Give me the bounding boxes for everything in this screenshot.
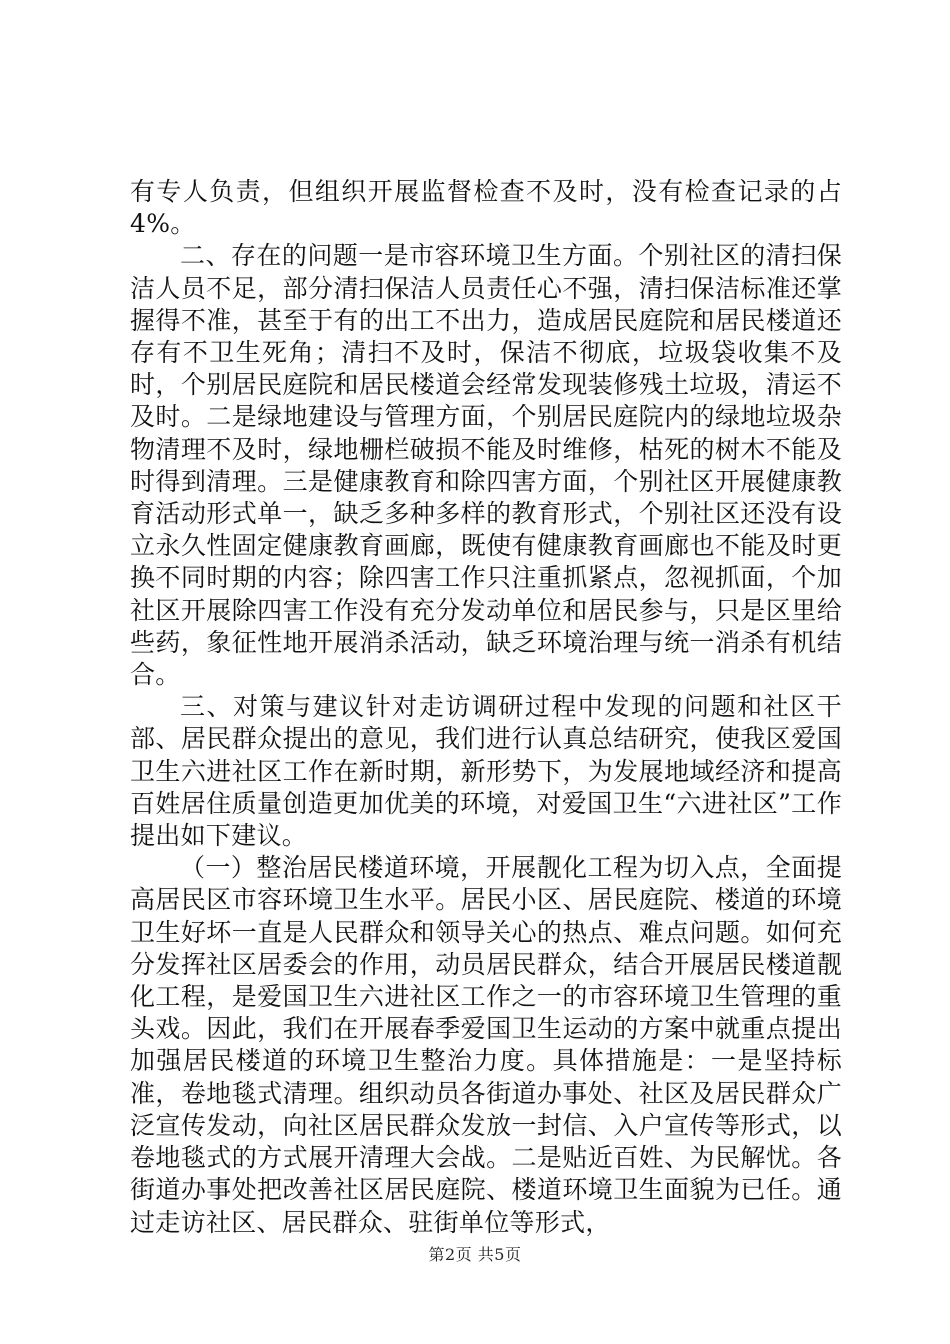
- body-text: [130, 176, 842, 1239]
- paragraph-4: （一）整治居民楼道环境，开展靓化工程为切入点，全面提高居民区市容环境卫生水平。居民小区、居民庭院、楼道的环境卫生好坏一直是人民群众和领导关心的热点、难点问题。如何充分发挥社区居委会的作用，动员居民群众，结合开展居民楼道靓化工程，是爱国卫生六进社区工作之一的市容环境卫生管理的重头戏。因此，我们在开展春季爱国卫生运动的方案中就重点提出加强居民楼道的环境卫生整治力度。具体措施是：一是坚持标准，卷地毯式清理。组织动员各街道办事处、社区及居民群众广泛宣传发动，向社区居民群众发放一封信、入户宣传等形式，以卷地毯式的方式展开清理大会战。二是贴近百姓、为民解忧。各街道办事处把改善社区居民庭院、楼道环境卫生面貌为已任。通过走访社区、居民群众、驻街单位等形式，: [130, 853, 842, 1237]
- paragraph-1: 有专人负责，但组织开展监督检查不及时，没有检查记录的占4%。: [130, 177, 842, 239]
- page-footer: 第2页 共5页: [428, 1245, 522, 1264]
- paragraph-3: 三、对策与建议针对走访调研过程中发现的问题和社区干部、居民群众提出的意见，我们进行认真总结研究，使我区爱国卫生六进社区工作在新时期，新形势下，为发展地域经济和提高百姓居住质量创造更加优美的环境，对爱国卫生“六进社区”工作提出如下建议。: [130, 692, 842, 851]
- paragraph-2: 二、存在的问题一是市容环境卫生方面。个别社区的清扫保洁人员不足，部分清扫保洁人员责任心不强，清扫保洁标准还掌握得不准，甚至于有的出工不出力，造成居民庭院和居民楼道还存有不卫生死角；清扫不及时，保洁不彻底，垃圾袋收集不及时，个别居民庭院和居民楼道会经常发现装修残土垃圾，清运不及时。二是绿地建设与管理方面，个别居民庭院内的绿地垃圾杂物清理不及时，绿地栅栏破损不能及时维修，枯死的树木不能及时得到清理。三是健康教育和除四害方面，个别社区开展健康教育活动形式单一，缺乏多种多样的教育形式，个别社区还没有设立永久性固定健康教育画廊，既使有健康教育画廊也不能及时更换不同时期的内容；除四害工作只注重抓紧点，忽视抓面，个加社区开展除四害工作没有充分发动单位和居民参与，只是区里给些药，象征性地开展消杀活动，缺乏环境治理与统一消杀有机结合。: [130, 241, 842, 690]
